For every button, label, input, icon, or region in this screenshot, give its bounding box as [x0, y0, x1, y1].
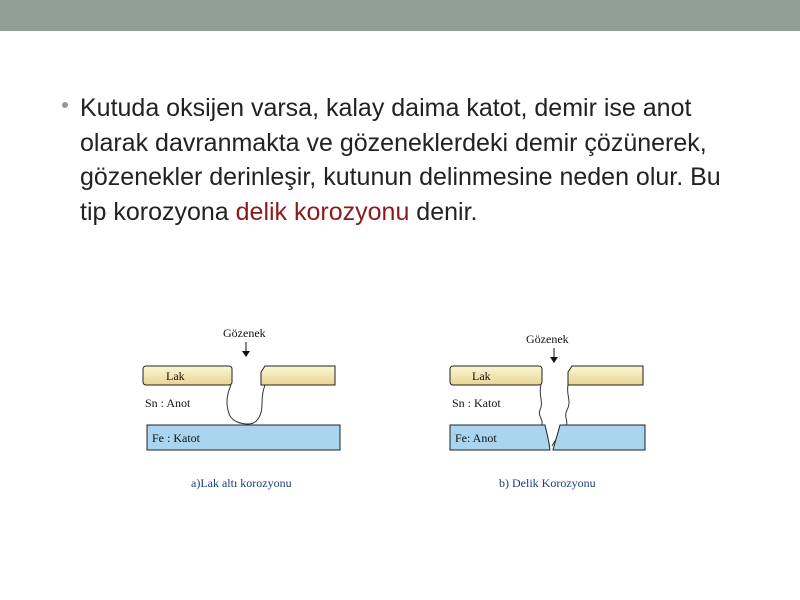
pore-arrowhead-a-icon — [242, 351, 250, 357]
lak-layer-left-b — [450, 366, 542, 385]
caption-a: a)Lak altı korozyonu — [191, 476, 292, 490]
bullet-text-main: Kutuda oksijen varsa, kalay daima katot, demir ise anot olarak davranmakta ve gözeneklerdeki demir çözünerek, gözenekler derinleşir, kutunun delinmesine neden olur. Bu tip korozyona — [80, 94, 721, 226]
diagram-a — [143, 326, 340, 490]
sn-label-a: Sn : Anot — [145, 396, 191, 410]
diagram-b — [450, 332, 645, 490]
undercut-pit-a — [227, 385, 265, 424]
fe-label-a: Fe : Katot — [152, 431, 200, 445]
fe-layer-right-b — [553, 425, 645, 450]
bullet-text-end: denir. — [409, 197, 478, 226]
pore-label-b: Gözenek — [526, 332, 569, 346]
sn-label-b: Sn : Katot — [452, 396, 501, 410]
lak-layer-right-b — [568, 366, 643, 385]
highlight-term: delik korozyonu — [235, 197, 410, 226]
lak-layer-right-a — [261, 366, 335, 385]
lak-label-b: Lak — [472, 369, 491, 383]
pore-label-a: Gözenek — [223, 326, 266, 340]
fe-label-b: Fe: Anot — [455, 431, 497, 445]
pore-arrowhead-b-icon — [550, 357, 558, 363]
caption-b: b) Delik Korozyonu — [499, 476, 596, 490]
lak-label-a: Lak — [166, 369, 185, 383]
lak-layer-left-a — [143, 366, 232, 385]
